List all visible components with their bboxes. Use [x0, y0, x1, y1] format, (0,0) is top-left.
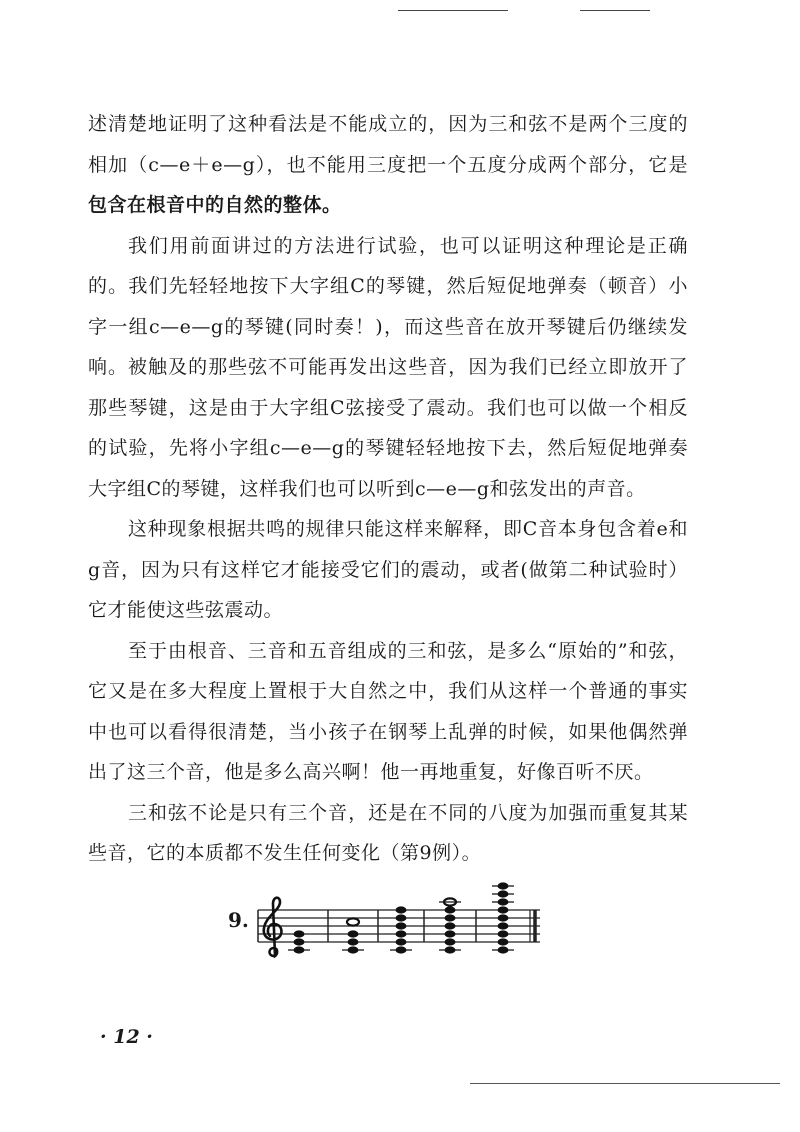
chord-3: [390, 906, 412, 953]
music-example-9: [228, 870, 548, 970]
example-number: 9.: [228, 908, 249, 932]
chord-2: [342, 918, 364, 953]
music-staff: [228, 870, 548, 970]
p1-text: 述清楚地证明了这种看法是不能成立的，因为三和弦不是两个三度的相加（c—e＋e—g），也不能用三度把一个五度分成两个部分，它是: [88, 113, 688, 176]
paragraph-4: 至于由根音、三音和五音组成的三和弦，是多么“原始的”和弦，它又是在多大程度上置根于大自然之中，我们从这样一个普通的事实中也可以看得很清楚，当小孩子在钢琴上乱弹的时候，如果他偶然弹出了这三个音，他是多么高兴啊！他一再地重复，好像百听不厌。: [88, 639, 688, 783]
p1-bold-phrase: 包含在根音中的自然的整体。: [88, 194, 342, 216]
paragraph-5: 三和弦不论是只有三个音，还是在不同的八度为加强而重复其某些音，它的本质都不发生任何变化（第9例）。: [88, 801, 688, 864]
paragraph-1: [88, 104, 688, 226]
treble-clef-icon: [264, 898, 282, 956]
body-text: [88, 104, 688, 874]
page-number: · 12 ·: [100, 1026, 153, 1048]
bottom-rule: [470, 1083, 780, 1084]
top-rule: [398, 10, 508, 11]
top-rule-right: [580, 10, 650, 11]
paragraph-3: 这种现象根据共鸣的规律只能这样来解释，即C音本身包含着e和g音，因为只有这样它才能接受它们的震动，或者(做第二种试验时）它才能使这些弦震动。: [88, 518, 688, 621]
paragraph-2: 我们用前面讲过的方法进行试验，也可以证明这种理论是正确的。我们先轻轻地按下大字组C的琴键，然后短促地弹奏（顿音）小字一组c—e—g的琴键(同时奏！)，而这些音在放开琴键后仍继续发响。被触及的那些弦不可能再发出这些音，因为我们已经立即放开了那些琴键，这是由于大字组C弦接受了震动。我们也可以做一个相反的试验，先将小字组c—e—g的琴键轻轻地按下去，然后短促地弹奏大字组C的琴键，这样我们也可以听到c—e—g和弦发出的声音。: [88, 234, 688, 500]
